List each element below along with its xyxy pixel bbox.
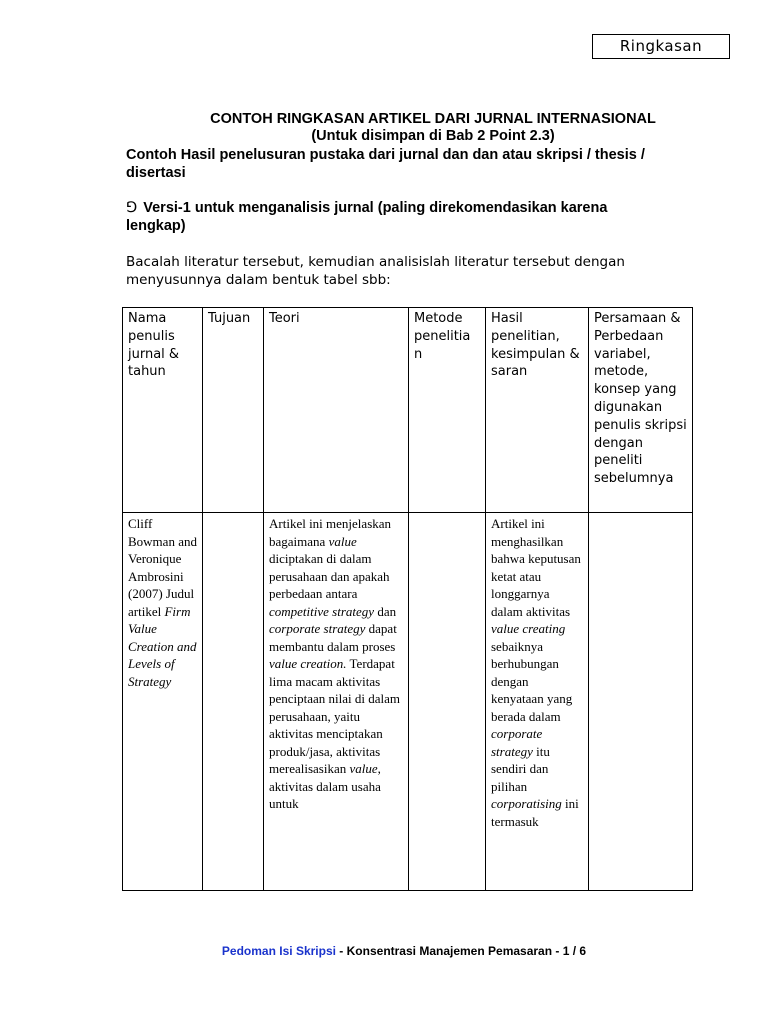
theory-text-segment: Terdapat lima macam aktivitas penciptaan nilai di dalam perusahaan, yaitu aktivitas menciptakan produk/jasa, aktivitas merealisasikan [269,656,401,776]
header-method: Metode penelitia n [409,308,486,513]
table-header-row [123,308,693,513]
theory-text-segment: value creation. [269,656,347,671]
header-purpose: Tujuan [203,308,264,513]
cell-comparison [589,513,693,891]
cell-theory [264,513,409,891]
table-row [123,513,693,891]
section-label: Ringkasan [592,34,730,59]
results-text-segment: itu sendiri dan pilihan [491,743,550,794]
article-title: Firm Value Creation and Levels of Strategy [128,603,197,689]
theory-text-segment: , aktivitas dalam usaha untuk [269,761,381,811]
author-text: Cliff Bowman and Veronique Ambrosini (2007) Judul artikel [128,516,197,619]
cell-purpose [203,513,264,891]
results-text-segment: ini termasuk [491,796,579,829]
page-footer [0,944,768,958]
footer-guide-title: Pedoman Isi Skripsi [221,944,336,958]
theory-text-segment: diciptakan di dalam perusahaan dan apakah perbedaan antara [269,551,390,601]
theory-text-segment: corporate strategy [269,621,366,636]
results-text-segment: corporatising [491,796,562,811]
results-text-segment: Artikel ini menghasilkan bahwa keputusan ketat atau longgarnya dalam aktivitas [491,516,581,619]
theory-text-segment: Artikel ini menjelaskan bagaimana [269,516,392,549]
intro-paragraph: Bacalah literatur tersebut, kemudian analisislah literatur tersebut dengan menyusunnya dalam bentuk tabel sbb: [126,254,625,288]
theory-text-segment: value [328,533,357,549]
results-text-segment: corporate strategy [491,726,543,759]
bullet-icon: ⅁ [126,200,138,216]
results-text-segment: sebaiknya berhubungan dengan kenyataan yang berada dalam [491,638,573,724]
footer-page-info: Konsentrasi Manajemen Pemasaran - 1 / 6 [346,944,587,958]
section-heading: Contoh Hasil penelusuran pustaka dari jurnal dan dan atau skripsi / thesis / disertasi [126,147,645,181]
cell-method [409,513,486,891]
version-text: Versi-1 untuk menganalisis jurnal (paling direkomendasikan karena lengkap) [126,200,608,234]
header-theory: Teori [264,308,409,513]
footer-separator: - [335,944,347,958]
literature-table [122,307,693,891]
theory-text-segment: dan [374,603,397,619]
results-text [491,515,584,830]
header-author: Nama penulis jurnal & tahun [123,308,203,513]
page-title: CONTOH RINGKASAN ARTIKEL DARI JURNAL INTERNASIONAL [210,111,656,127]
cell-results [486,513,589,891]
cell-author [123,513,203,891]
theory-text [269,515,404,813]
version-heading [126,199,646,235]
theory-text-segment: dapat membantu dalam proses [269,621,397,654]
header-results: Hasil penelitian, kesimpulan & saran [486,308,589,513]
header-comparison: Persamaan & Perbedaan variabel, metode, konsep yang digunakan penulis skripsi dengan peneliti sebelumnya [589,308,693,513]
theory-text-segment: value [349,761,378,776]
theory-text-segment: competitive strategy [269,603,375,619]
results-text-segment: value creating [491,621,566,636]
page-subtitle-note: (Untuk disimpan di Bab 2 Point 2.3) [311,128,555,144]
